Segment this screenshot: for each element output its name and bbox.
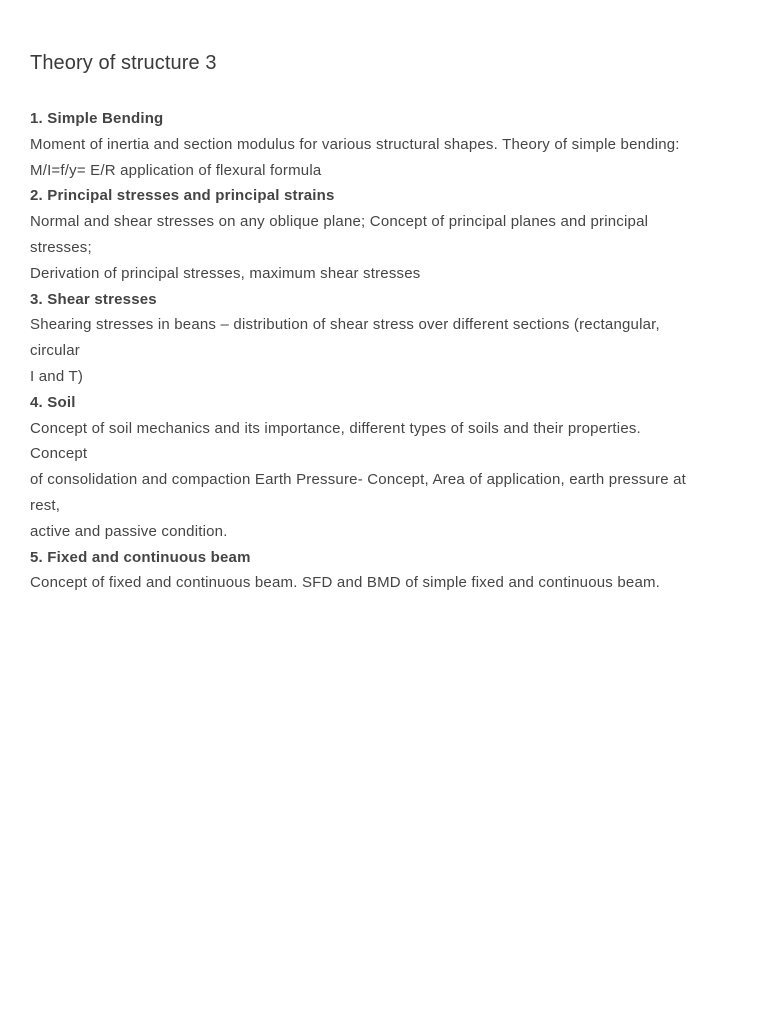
section-line: active and passive condition. [30, 522, 228, 540]
section-heading: 1. Simple Bending [30, 110, 164, 127]
section-line: Concept [30, 445, 88, 463]
section-line: M/I=f/y= E/R application of flexural formula [30, 161, 322, 179]
section-line: of consolidation and compaction Earth Pressure- Concept, Area of application, earth pressure at [30, 471, 687, 489]
section-heading: 5. Fixed and continuous beam [30, 548, 251, 566]
section-line: Moment of inertia and section modulus for various structural shapes. Theory of simple bending: [30, 135, 680, 153]
section-heading: 3. Shear stresses [30, 290, 157, 308]
section-line: Shearing stresses in beans – distribution of shear stress over different sections (rectangular, [30, 316, 660, 334]
section-heading: 2. Principal stresses and principal strains [30, 187, 335, 205]
syllabus-content [30, 106, 740, 596]
section-line: stresses; [30, 238, 92, 256]
section-line: Normal and shear stresses on any oblique plane; Concept of principal planes and principal [30, 213, 649, 231]
section-line: circular [30, 342, 80, 360]
section-line: I and T) [30, 367, 84, 385]
section-fixed-continuous-beam [30, 545, 740, 597]
section-line: Concept of fixed and continuous beam. SFD and BMD of simple fixed and continuous beam. [30, 574, 661, 592]
section-heading: 4. Soil [30, 393, 76, 411]
section-shear-stresses [30, 287, 740, 390]
section-soil [30, 390, 740, 545]
section-line: Derivation of principal stresses, maximum shear stresses [30, 264, 421, 282]
section-line: Concept of soil mechanics and its importance, different types of soils and their properties. [30, 419, 641, 437]
section-principal-stresses [30, 183, 740, 286]
section-line: rest, [30, 496, 61, 514]
section-simple-bending [30, 106, 740, 183]
page-title: Theory of structure 3 [30, 52, 217, 74]
